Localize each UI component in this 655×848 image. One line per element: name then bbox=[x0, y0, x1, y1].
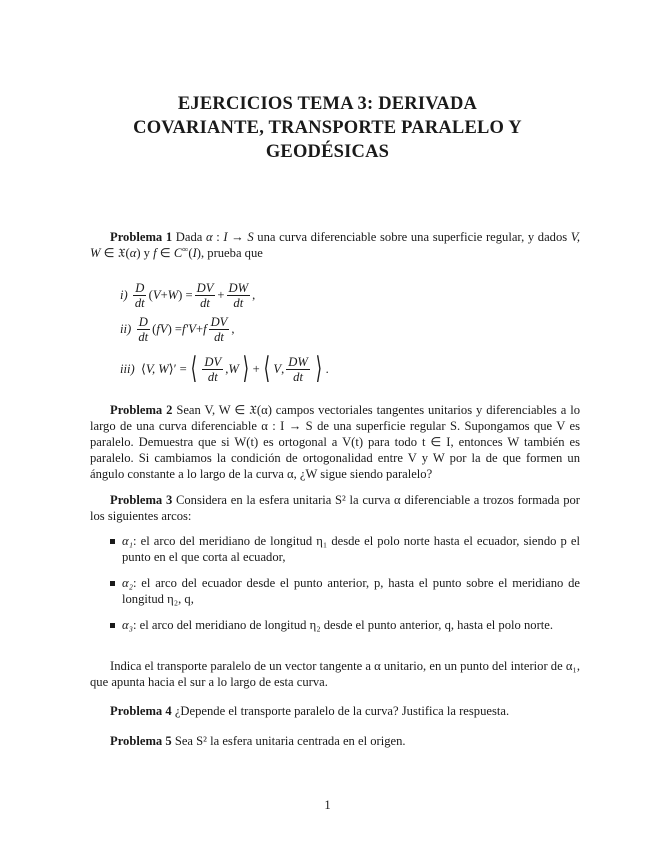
equation-iii: iii) ⟨ V, W ⟩′ = ⟨ $\frac{DV}{dt}$ , W ⟩ + ⟨ V , $\frac{DW}{dt}$ ⟩ . bbox=[120, 352, 329, 385]
problem-4-text: ¿Depende el transporte paralelo de la curva? Justifica la respuesta. bbox=[171, 704, 510, 718]
list-item: α₁: el arco del meridiano de longitud η₁ desde el polo norte hasta el ecuador, siendo p el punto en el que corta al ecuador, bbox=[110, 533, 580, 565]
problem-5-label: Problema 5 bbox=[110, 734, 172, 748]
problem-3-intro: Considera en la esfera unitaria S² la curva α diferenciable a trozos formada por los siguientes arcos: bbox=[90, 493, 580, 523]
title-line-1: EJERCICIOS TEMA 3: DERIVADA bbox=[177, 94, 478, 114]
page-title bbox=[60, 92, 595, 164]
problem-5 bbox=[90, 733, 580, 749]
problem-1: Problema 1 Dada α : I → S una curva diferenciable sobre una superficie regular, y dados V, W ∈ 𝔛(α) y f ∈ C∞(I), prueba que bbox=[90, 230, 581, 260]
problem-5-text: Sea S² la esfera unitaria centrada en el origen. bbox=[171, 734, 406, 748]
page-number: 1 bbox=[324, 798, 331, 812]
equation-ii: ii) $\frac{D}{dt}$ ( fV ) = f′V + f $\frac{DV}{dt}$ , bbox=[120, 314, 235, 344]
problem-3-label: Problema 3 bbox=[110, 493, 173, 507]
problem-2-label: Problema 2 bbox=[110, 403, 173, 417]
title-line-2: COVARIANTE, TRANSPORTE PARALELO Y bbox=[133, 118, 522, 138]
bullet-icon bbox=[110, 581, 115, 586]
title-line-3: GEODÉSICAS bbox=[265, 142, 390, 162]
problem-2 bbox=[90, 402, 580, 482]
bullet-icon bbox=[110, 539, 115, 544]
bullet-icon bbox=[110, 623, 115, 628]
list-item: α₂: el arco del ecuador desde el punto anterior, p, hasta el punto sobre el meridiano de longitud η₂, q, bbox=[110, 575, 580, 607]
problem-2-text: Sean V, W ∈ 𝔛(α) campos vectoriales tangentes unitarios y diferenciables a lo largo de una curva diferenciable α : I → S de una superficie regular S. Supongamos que V es paralelo. Demuestra que si W(t) es ortogonal a V(t) para todo t ∈ I, entonces W también es paralelo. Si cambiamos la condición de ortogonalidad entre V y W por la de que formen un ángulo constante a lo largo de la curva α, ¿W sigue siendo paralelo? bbox=[90, 403, 580, 481]
problem-1-label: Problema 1 bbox=[110, 230, 173, 244]
arc-list bbox=[110, 533, 580, 643]
problem-4 bbox=[90, 703, 580, 719]
problem-3 bbox=[90, 492, 580, 524]
list-item: α₃: el arco del meridiano de longitud η₂ desde el punto anterior, q, hasta el polo norte. bbox=[110, 617, 580, 633]
problem-4-label: Problema 4 bbox=[110, 704, 172, 718]
equation-block bbox=[120, 279, 329, 385]
equation-i: i) $\frac{D}{dt}$ ( V + W ) = $\frac{DV}{dt}$ + $\frac{DW}{dt}$ , bbox=[120, 280, 256, 310]
problem-3-closing: Indica el transporte paralelo de un vector tangente a α unitario, en un punto del interior de α₁, que apunta hacia el sur a lo largo de esta curva. bbox=[90, 659, 580, 689]
